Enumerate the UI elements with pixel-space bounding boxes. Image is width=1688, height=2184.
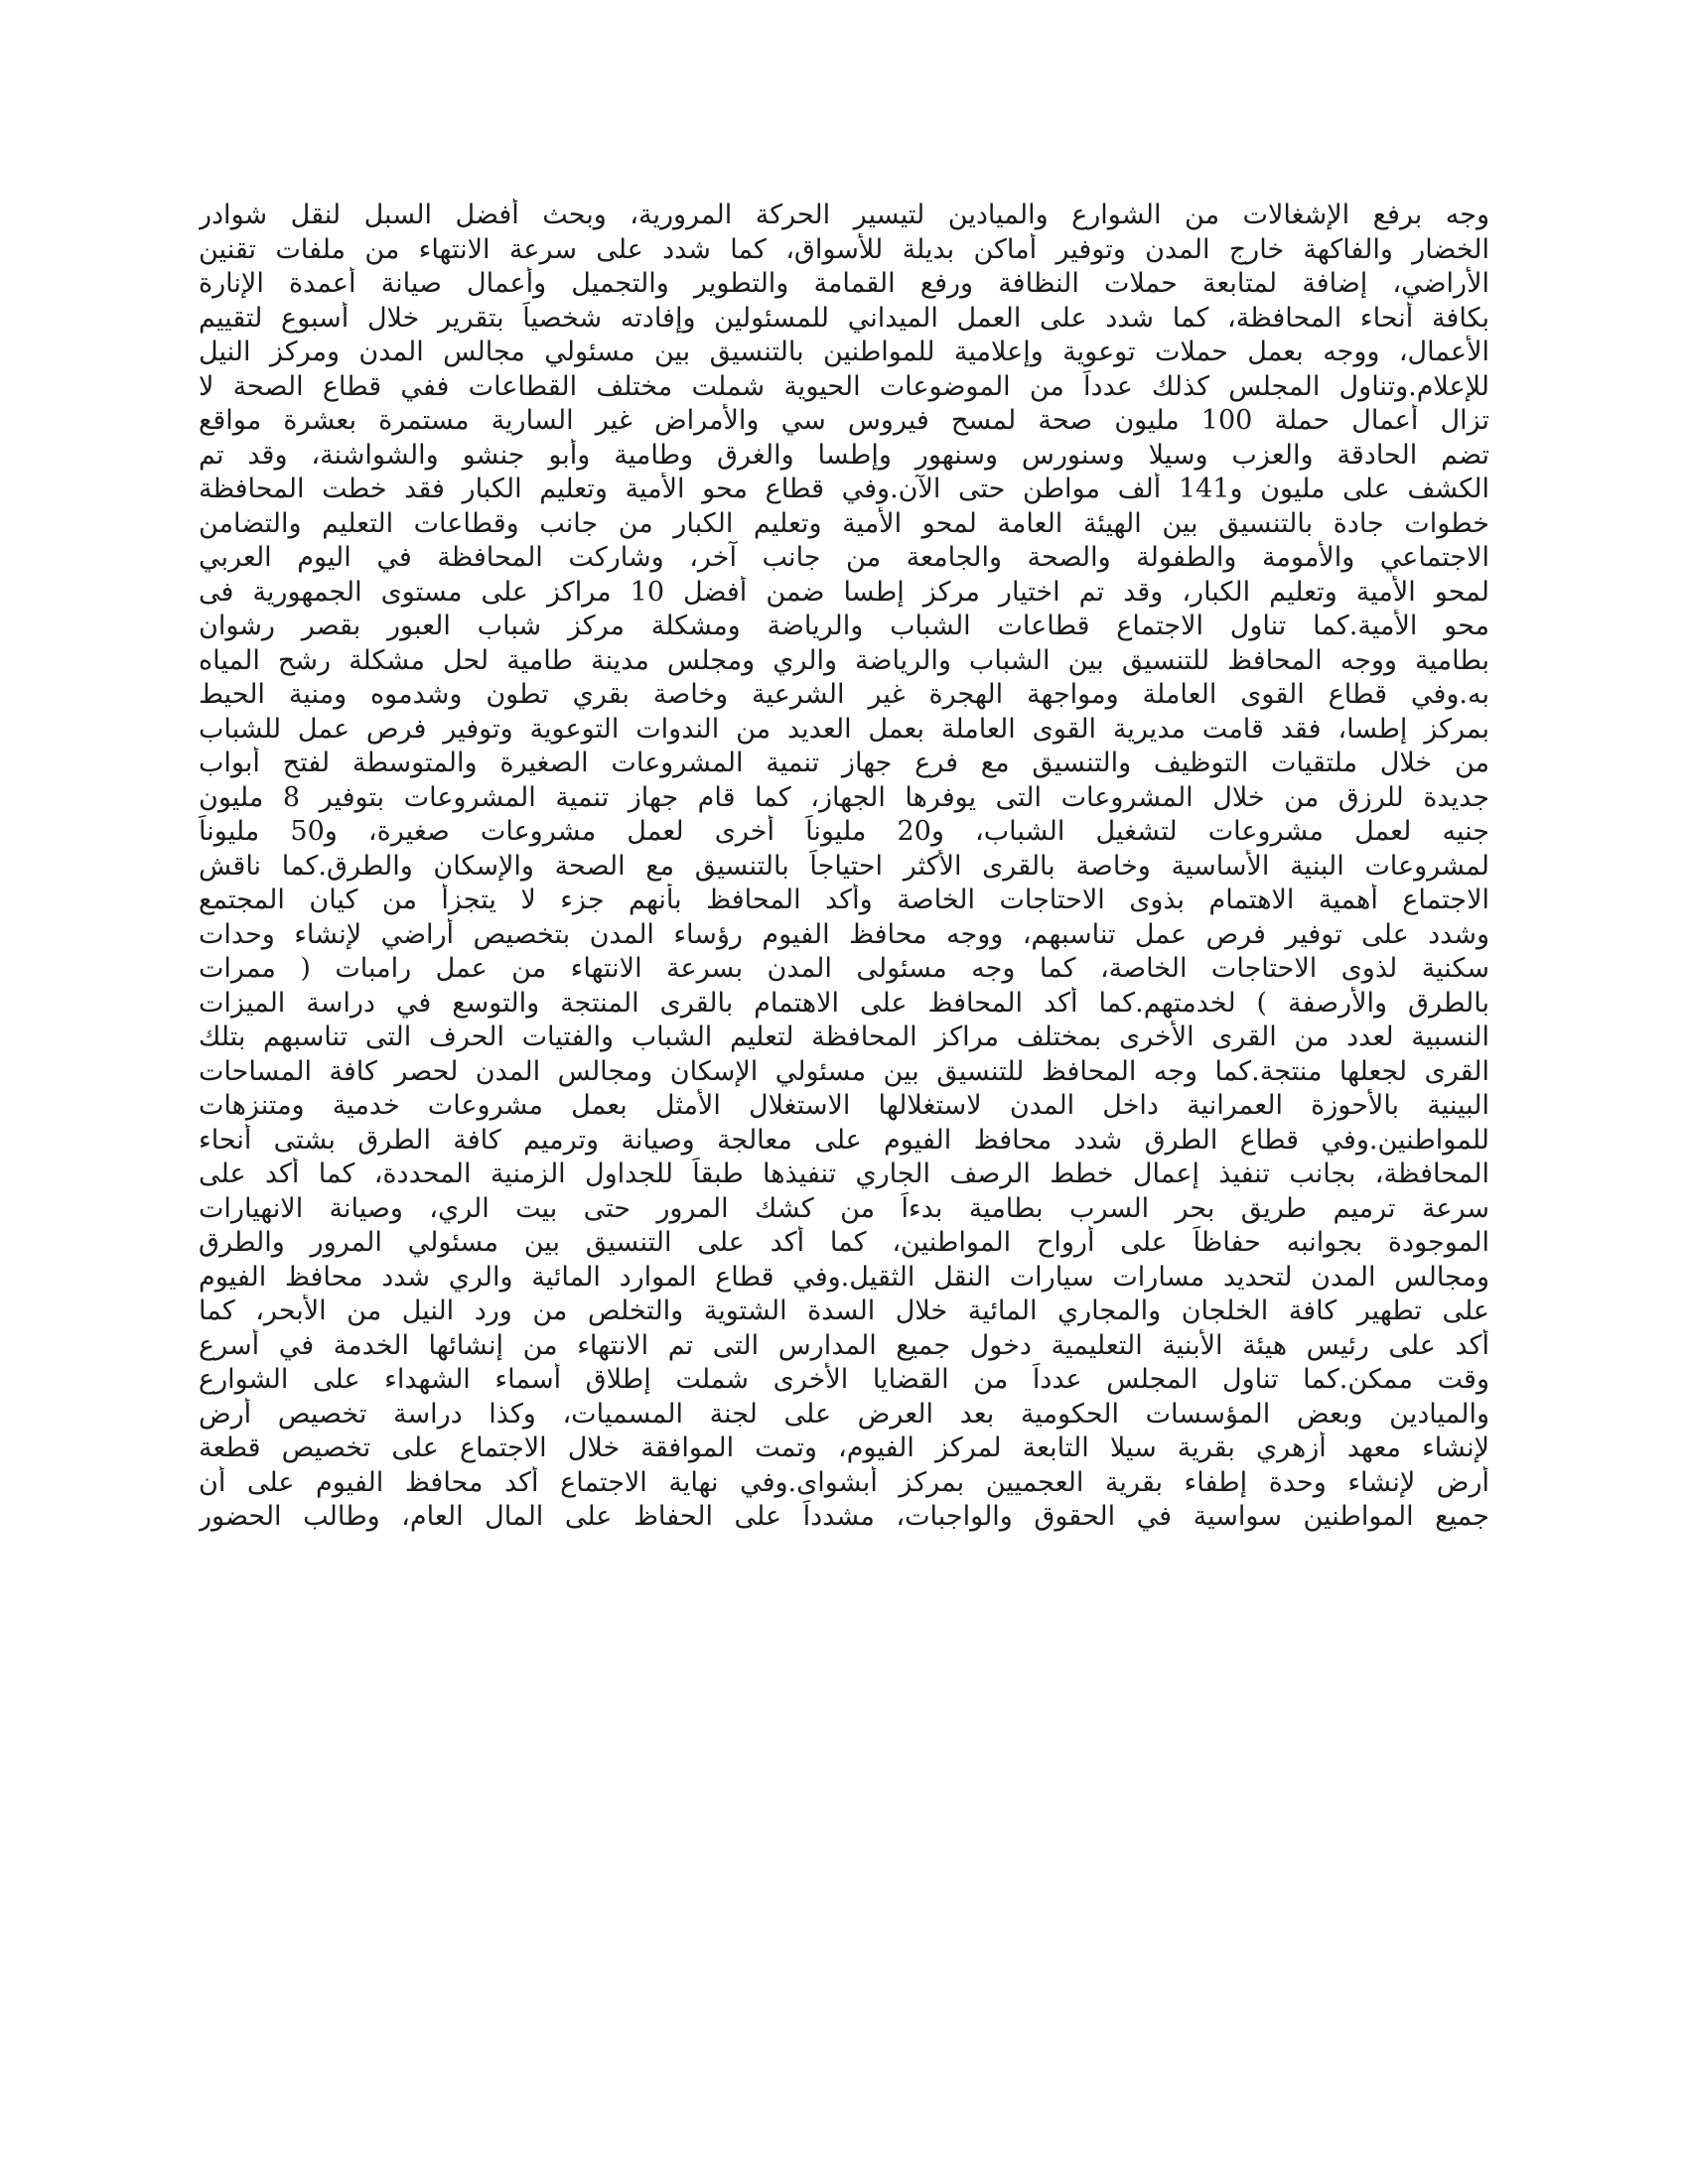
body-text	[199, 199, 1489, 1535]
text-line: أرض لإنشاء وحدة إطفاء بقرية العجميين بمركز أبشواى.وفي نهاية الاجتماع أكد محافظ الفيوم على أن	[199, 1466, 1489, 1498]
text-line: على تطهير كافة الخلجان والمجاري المائية خلال السدة الشتوية والتخلص من ورد النيل من الأبحر، كما	[199, 1296, 1489, 1326]
text-line: الأراضي، إضافة لمتابعة حملات النظافة ورفع القمامة والتطوير والتجميل وأعمال صيانة أعمدة الإنارة	[199, 268, 1489, 299]
text-line: بكافة أنحاء المحافظة، كما شدد على العمل الميداني للمسئولين وإفادته شخصياً بتقرير خلال أسبوع لتقييم	[199, 302, 1489, 334]
text-line: سرعة ترميم طريق بحر السرب بطامية بدءاً من كشك المرور حتى بيت الري، وصيانة الانهيارات	[199, 1192, 1489, 1224]
text-line: وشدد على توفير فرص عمل تناسبهم، ووجه محافظ الفيوم رؤساء المدن بتخصيص أراضي لإنشاء وحدات	[199, 918, 1489, 950]
text-line: سكنية لذوى الاحتاجات الخاصة، كما وجه مسئولى المدن بسرعة الانتهاء من عمل رامبات ( ممرات	[199, 953, 1489, 984]
text-line: البينية بالأحوزة العمرانية داخل المدن لاستغلالها الاستغلال الأمثل بعمل مشروعات خدمية ومتنزهات	[199, 1090, 1489, 1121]
text-line: تضم الحادقة والعزب وسيلا وسنورس وسنهور وإطسا والغرق وطامية وأبو جنشو والشواشنة، وقد تم	[199, 439, 1489, 471]
text-line: ومجالس المدن لتحديد مسارات سيارات النقل الثقيل.وفي قطاع الموارد المائية والري شدد محافظ الفيوم	[199, 1261, 1489, 1293]
text-line: للمواطنين.وفي قطاع الطرق شدد محافظ الفيوم على معالجة وصيانة وترميم كافة الطرق بشتى أنحاء	[199, 1124, 1489, 1156]
text-line: بالطرق والأرصفة ) لخدمتهم.كما أكد المحافظ على الاهتمام بالقرى المنتجة والتوسع في دراسة الميزات	[199, 987, 1489, 1019]
text-line: محو الأمية.كما تناول الاجتماع قطاعات الشباب والرياضة ومشكلة مركز شباب العبور بقصر رشوان	[199, 611, 1489, 641]
text-line: جديدة للرزق من خلال المشروعات التى يوفرها الجهاز، كما قام جهاز تنمية المشروعات بتوفير 8 مليون	[199, 781, 1489, 813]
text-line: بطامية ووجه المحافظ للتنسيق بين الشباب والرياضة والري ومجلس مدينة طامية لحل مشكلة رشح المياه	[199, 644, 1489, 676]
text-line: جميع المواطنين سواسية في الحقوق والواجبات، مشدداً على الحفاظ على المال العام، وطالب الحضور	[199, 1501, 1489, 1532]
text-line: جنيه لعمل مشروعات لتشغيل الشباب، و20 مليوناً أخرى لعمل مشروعات صغيرة، و50 مليوناً	[199, 816, 1489, 847]
text-line: أكد على رئيس هيئة الأبنية التعليمية دخول جميع المدارس التى تم الانتهاء من إنشائها الخدمة في أسرع	[199, 1329, 1489, 1361]
text-line: لمشروعات البنية الأساسية وخاصة بالقرى الأكثر احتياجاً بالتنسيق مع الصحة والإسكان والطرق.كما ناقش	[199, 850, 1489, 882]
text-line: الاجتماعي والأمومة والطفولة والصحة والجامعة من جانب آخر، وشاركت المحافظة في اليوم العربي	[199, 542, 1489, 573]
text-line: لمحو الأمية وتعليم الكبار، وقد تم اختيار مركز إطسا ضمن أفضل 10 مراكز على مستوى الجمهورية فى	[199, 576, 1489, 608]
text-line: الموجودة بجوانبه حفاظاً على أرواح المواطنين، كما أكد على التنسيق بين مسئولي المرور والطرق	[199, 1227, 1489, 1258]
text-line: لإنشاء معهد أزهري بقرية سيلا التابعة لمركز الفيوم، وتمت الموافقة خلال الاجتماع على تخصيص قطعة	[199, 1433, 1489, 1463]
text-line: المحافظة، بجانب تنفيذ إعمال خطط الرصف الجاري تنفيذها طبقاً للجداول الزمنية المحددة، كما أكد على	[199, 1159, 1489, 1189]
text-line: القرى لجعلها منتجة.كما وجه المحافظ للتنسيق بين مسئولي الإسكان ومجالس المدن لحصر كافة المساحات	[199, 1055, 1489, 1087]
text-line: الخضار والفاكهة خارج المدن وتوفير أماكن بديلة للأسواق، كما شدد على سرعة الانتهاء من ملفات تقنين	[199, 233, 1489, 265]
text-line: الاجتماع أهمية الاهتمام بذوى الاحتاجات الخاصة وأكد المحافظ بأنهم جزء لا يتجزأ من كيان المجتمع	[199, 885, 1489, 915]
text-line: تزال أعمال حملة 100 مليون صحة لمسح فيروس سي والأمراض غير السارية مستمرة بعشرة مواقع	[199, 405, 1489, 436]
text-line: للإعلام.وتناول المجلس كذلك عدداً من الموضوعات الحيوية شملت مختلف القطاعات ففي قطاع الصحة لا	[199, 370, 1489, 402]
text-line: من خلال ملتقيات التوظيف والتنسيق مع فرع جهاز تنمية المشروعات الصغيرة والمتوسطة لفتح أبواب	[199, 748, 1489, 778]
text-line: خطوات جادة بالتنسيق بين الهيئة العامة لمحو الأمية وتعليم الكبار من جانب وقطاعات التعليم والتضامن	[199, 507, 1489, 539]
text-line: الكشف على مليون و141 ألف مواطن حتى الآن.وفي قطاع محو الأمية وتعليم الكبار فقد خطت المحافظة	[199, 474, 1489, 504]
text-line: به.وفي قطاع القوى العاملة ومواجهة الهجرة غير الشرعية وخاصة بقري تطون وشدموه ومنية الحيط	[199, 679, 1489, 710]
text-line: وقت ممكن.كما تناول المجلس عدداً من القضايا الأخرى شملت إطلاق أسماء الشهداء على الشوارع	[199, 1364, 1489, 1395]
text-line: بمركز إطسا، فقد قامت مديرية القوى العاملة بعمل العديد من الندوات التوعوية وتوفير فرص عمل للشباب	[199, 713, 1489, 745]
text-line: والميادين وبعض المؤسسات الحكومية بعد العرض على لجنة المسميات، وكذا دراسة تخصيص أرض	[199, 1398, 1489, 1430]
text-line: الأعمال، ووجه بعمل حملات توعوية وإعلامية للمواطنين بالتنسيق بين مسئولي مجالس المدن ومركز النيل	[199, 337, 1489, 367]
text-line: وجه برفع الإشغالات من الشوارع والميادين لتيسير الحركة المرورية، وبحث أفضل السبل لنقل شوادر	[199, 200, 1489, 230]
text-line: النسبية لعدد من القرى الأخرى بمختلف مراكز المحافظة لتعليم الشباب والفتيات الحرف التى تناسبهم بتلك	[199, 1022, 1489, 1052]
